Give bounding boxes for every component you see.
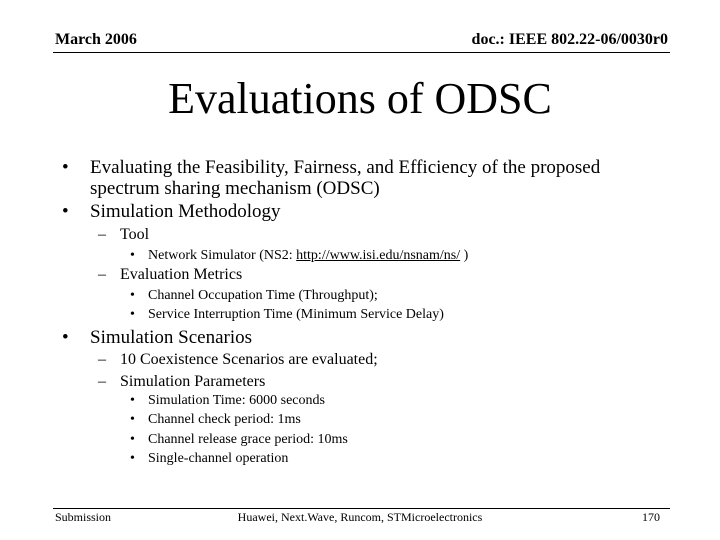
sub-sub-bullet-text: Channel check period: 1ms <box>148 412 301 427</box>
sub-bullet-text: Simulation Parameters <box>120 373 266 390</box>
bullet-feasibility <box>62 157 682 201</box>
header-doc-id: doc.: IEEE 802.22-06/0030r0 <box>471 31 668 48</box>
bullet-scenarios <box>62 327 682 349</box>
bullet-icon: • <box>62 157 69 178</box>
bullet-icon: • <box>62 201 69 222</box>
sub-sub-bullet-text: Channel release grace period: 10ms <box>148 432 348 447</box>
sub-bullet-text: 10 Coexistence Scenarios are evaluated; <box>120 351 378 368</box>
footer-submission: Submission <box>55 510 112 524</box>
sub-sub-bullet-text: Network Simulator (NS2: http://www.isi.edu/nsnam/ns/ ) <box>148 248 469 263</box>
bullet-methodology <box>62 201 682 223</box>
sub-bullet-text: Evaluation Metrics <box>120 266 243 283</box>
footer-authors: Huawei, Next.Wave, Runcom, STMicroelectronics <box>237 510 483 524</box>
footer-divider <box>53 508 670 509</box>
dash-icon: – <box>98 351 106 368</box>
dash-icon: – <box>98 226 106 243</box>
sub-sub-bullet-text: Single-channel operation <box>148 451 289 466</box>
bullet-icon: • <box>130 393 135 408</box>
bullet-icon: • <box>130 307 135 322</box>
footer-page-number: 170 <box>642 510 660 524</box>
header-date: March 2006 <box>55 31 137 48</box>
dash-icon: – <box>98 373 106 390</box>
bullet-icon: • <box>130 288 135 303</box>
bullet-text: Simulation Methodology <box>90 201 281 222</box>
bullet-text: Evaluating the Feasibility, Fairness, and Efficiency of the proposed spectrum sharing mechanism (ODSC) <box>90 157 601 199</box>
bullet-icon: • <box>130 451 135 466</box>
sub-sub-bullet-text: Channel Occupation Time (Throughput); <box>148 288 378 303</box>
sub-bullet-text: Tool <box>120 226 150 243</box>
bullet-icon: • <box>130 248 135 263</box>
slide-title: Evaluations of ODSC <box>168 74 552 123</box>
bullet-icon: • <box>130 412 135 427</box>
sub-sub-bullet-text: Simulation Time: 6000 seconds <box>148 393 325 408</box>
bullet-icon: • <box>62 327 69 348</box>
bullet-text: Simulation Scenarios <box>90 327 253 348</box>
dash-icon: – <box>98 266 106 283</box>
sub-sub-bullet-text: Service Interruption Time (Minimum Service Delay) <box>148 307 444 322</box>
ns2-link[interactable]: http://www.isi.edu/nsnam/ns/ <box>296 248 461 263</box>
bullet-icon: • <box>130 432 135 447</box>
